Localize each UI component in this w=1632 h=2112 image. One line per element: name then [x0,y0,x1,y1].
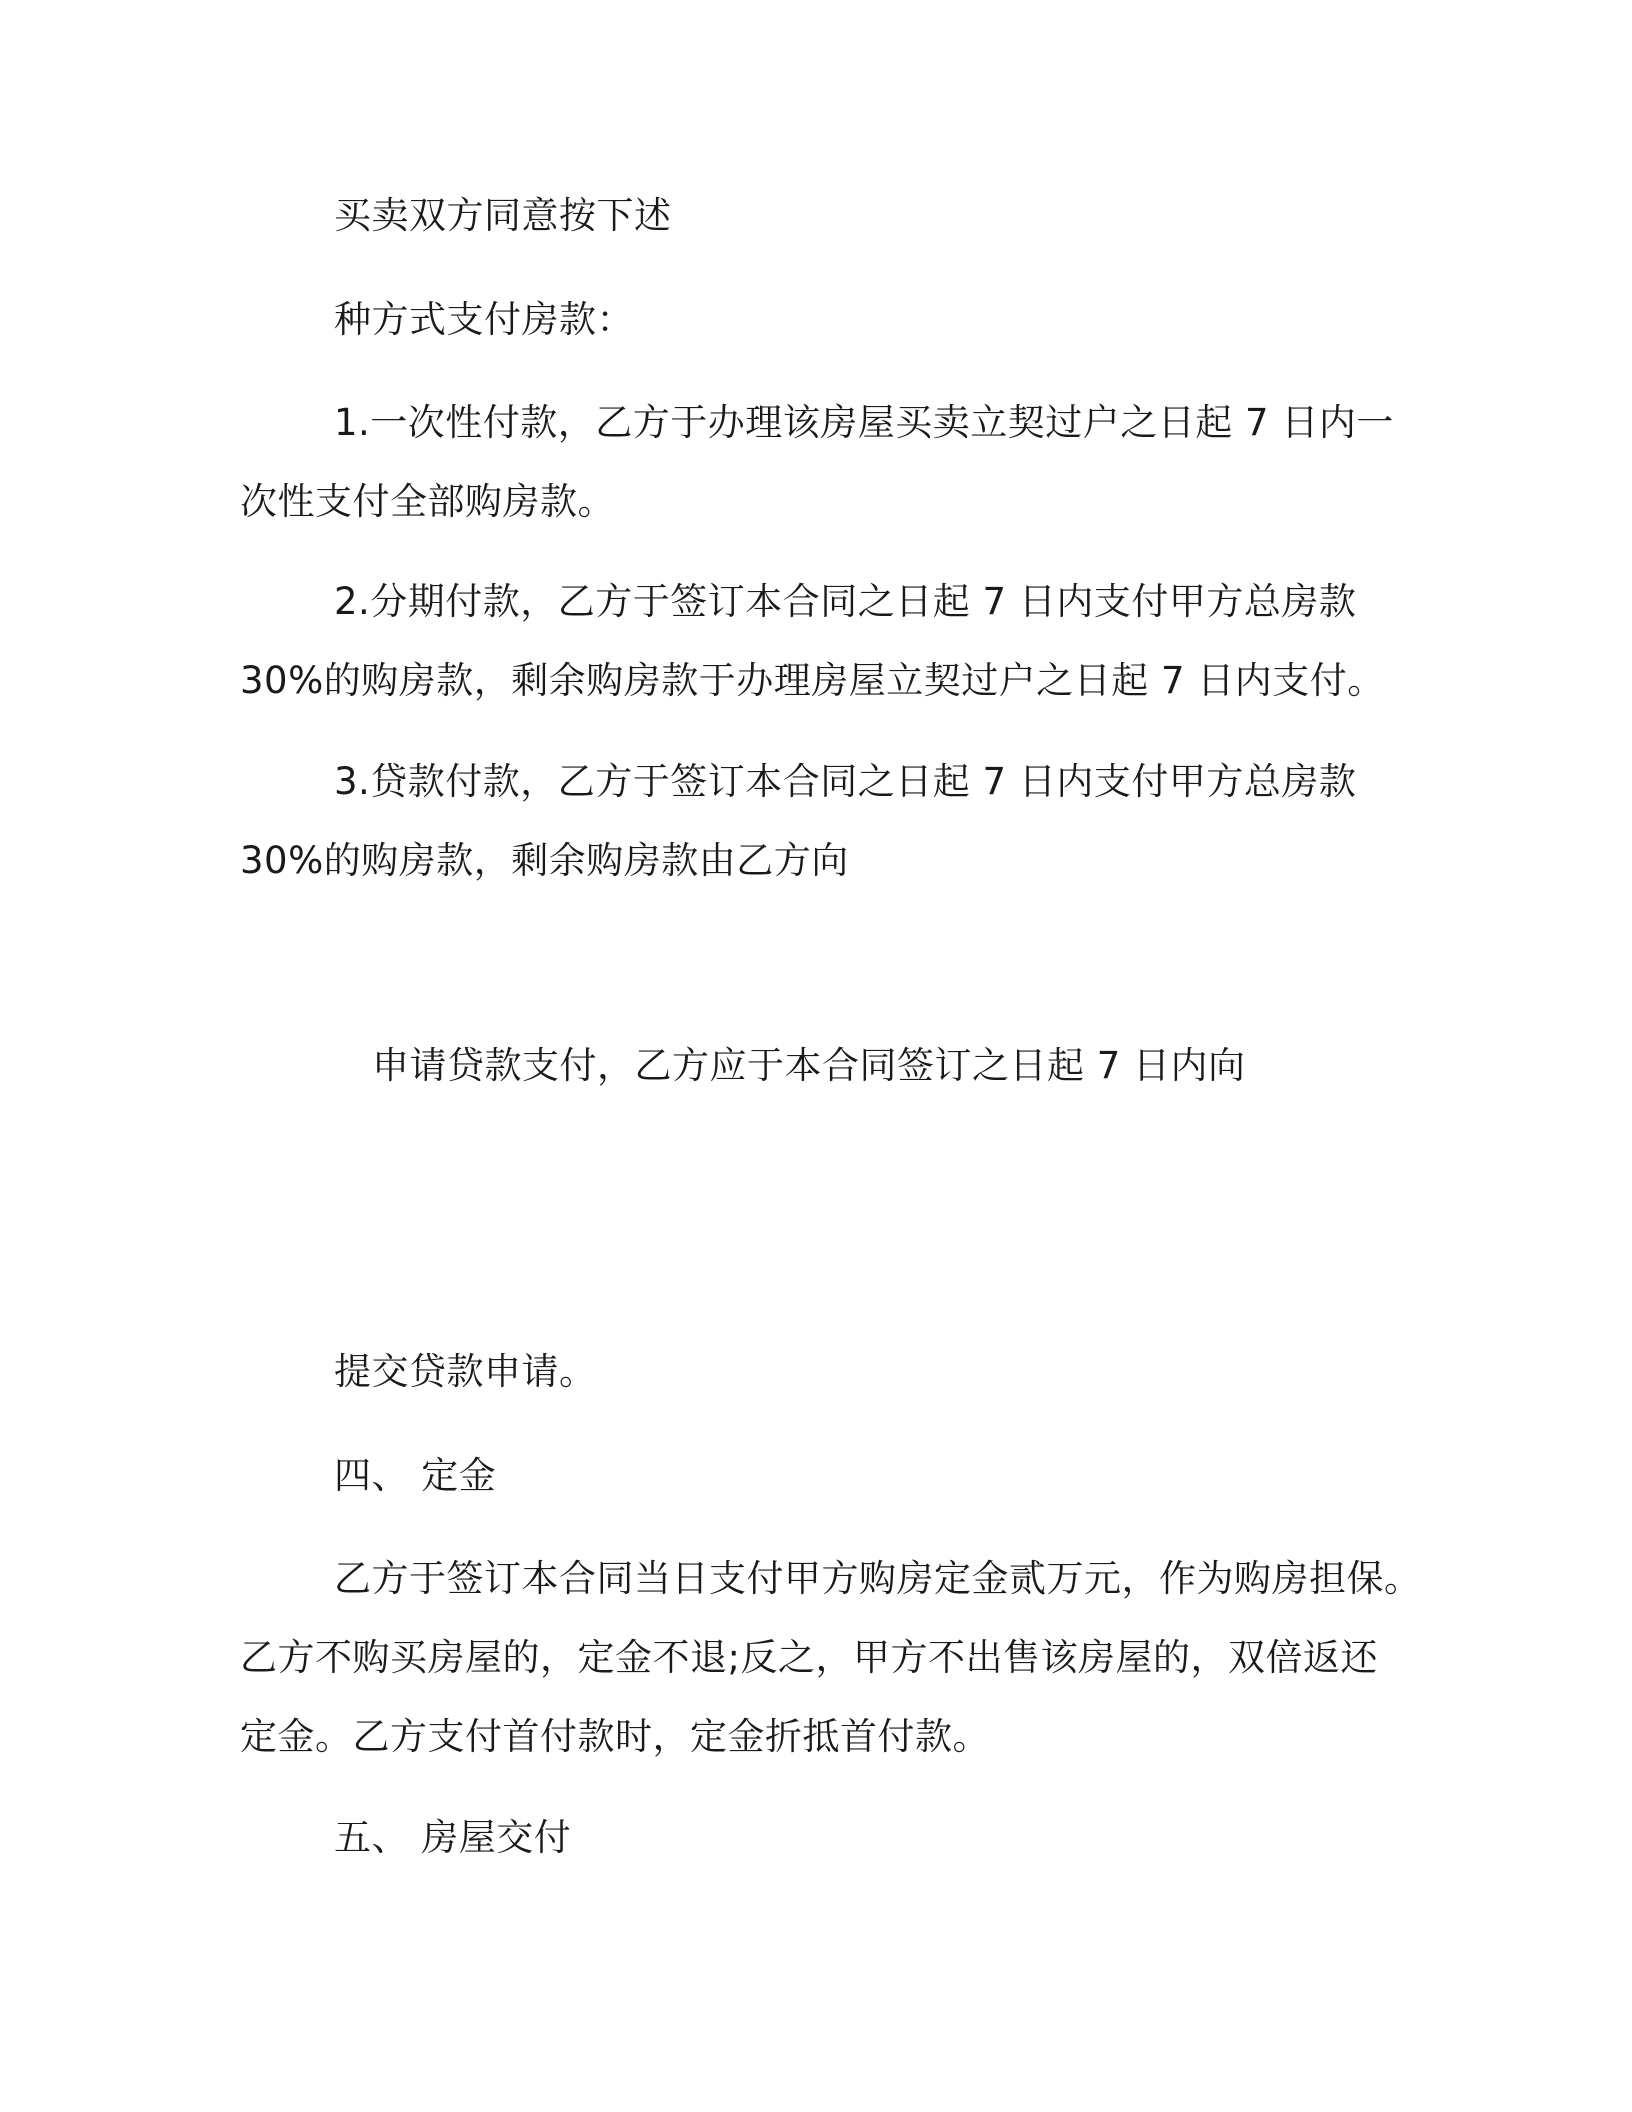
payment-option-3-line-3: 申请贷款支付，乙方应于本合同签订之日起 7 日内向 [372,1044,1246,1087]
payment-option-3-line-1: 3.贷款付款，乙方于签订本合同之日起 7 日内支付甲方总房款 [334,760,1357,803]
deposit-paragraph-line-3: 定金。乙方支付首付款时，定金折抵首付款。 [240,1715,990,1758]
deposit-paragraph-line-2: 乙方不购买房屋的，定金不退;反之，甲方不出售该房屋的，双倍返还 [240,1636,1378,1679]
section-heading-delivery: 五、 房屋交付 [334,1816,572,1859]
payment-option-2-line-1: 2.分期付款，乙方于签订本合同之日起 7 日内支付甲方总房款 [334,580,1357,623]
payment-option-3-line-4: 提交贷款申请。 [334,1350,597,1393]
payment-option-2-line-2: 30%的购房款，剩余购房款于办理房屋立契过户之日起 7 日内支付。 [240,659,1385,702]
section-heading-deposit: 四、 定金 [334,1454,497,1497]
paragraph-line: 买卖双方同意按下述 [334,194,672,237]
payment-option-1-line-2: 次性支付全部购房款。 [240,480,615,523]
payment-option-3-line-2: 30%的购房款，剩余购房款由乙方向 [240,839,849,882]
paragraph-line: 种方式支付房款： [334,298,634,341]
payment-option-1-line-1: 1.一次性付款，乙方于办理该房屋买卖立契过户之日起 7 日内一 [334,401,1394,444]
deposit-paragraph-line-1: 乙方于签订本合同当日支付甲方购房定金贰万元，作为购房担保。 [334,1557,1422,1600]
